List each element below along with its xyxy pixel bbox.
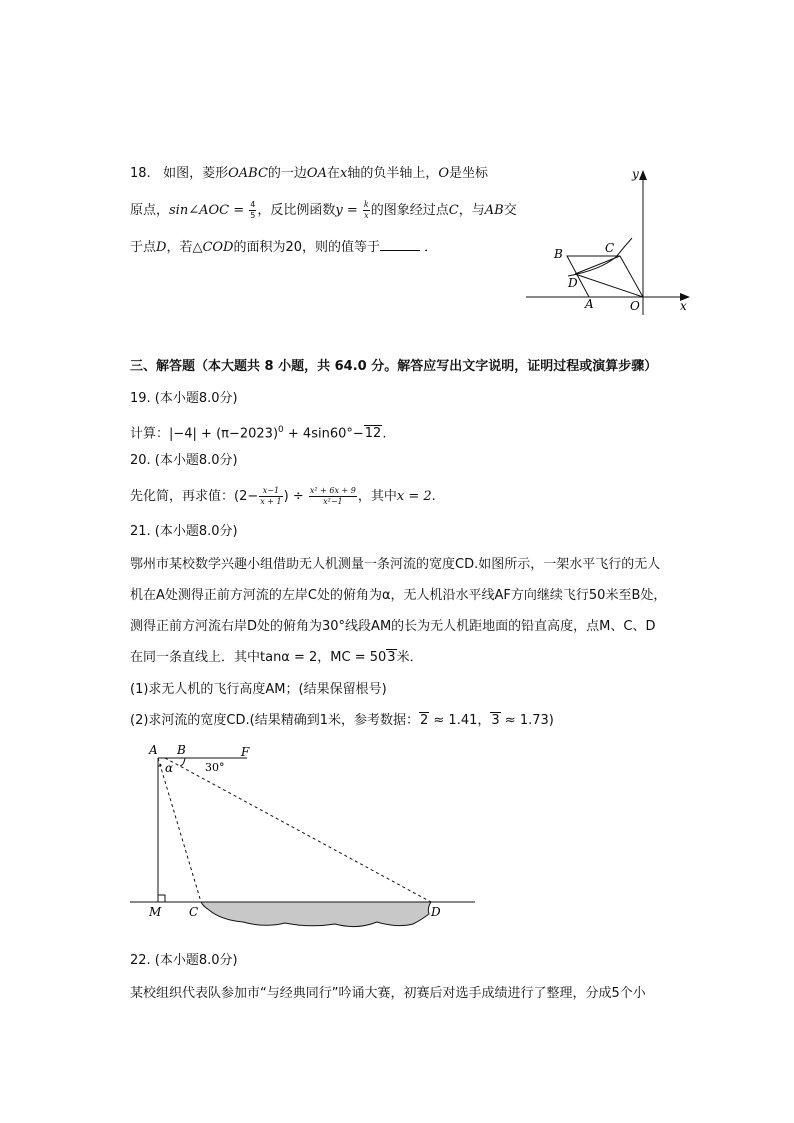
sqrt-12: 12 [364, 426, 382, 442]
label-A: A [149, 743, 158, 757]
q21-figure [125, 738, 485, 938]
q19-heading: 19. (本小题8.0分) [130, 391, 238, 406]
q22-heading: 22. (本小题8.0分) [130, 953, 238, 968]
label-C: C [605, 241, 615, 255]
answer-blank [380, 238, 420, 251]
label-O: O [630, 299, 640, 313]
q20-expression: 先化简，再求值：(2− $\frac{x-1}{x + 1}$ ) ÷ $\frac{\text{x² + 6x + 9}}{\text{x²−1}}$ ，其中x = 2. [130, 486, 436, 506]
q21-subquestion-1: (1)求无人机的飞行高度AM；(结果保留根号) [130, 682, 387, 697]
angle-30-arc [180, 758, 185, 766]
q18-line2: 原点，sin∠AOC = $\frac{4}{5}$ ，反比例函数y = $\frac{k}{x}$ 的图象经过点C，与AB交 [130, 200, 517, 220]
hyperbola-curve [568, 238, 632, 276]
q20-heading: 20. (本小题8.0分) [130, 453, 238, 468]
sightline-AC [158, 758, 201, 902]
label-D: D [568, 276, 578, 290]
q18-number: 18. [130, 166, 151, 181]
fraction-x-1-over-x+1: $\frac{x-1}{x + 1}$ [260, 486, 282, 506]
fraction-k-x: $\frac{k}{x}$ [363, 200, 369, 220]
right-angle-mark [158, 895, 165, 902]
label-alpha: α [165, 761, 174, 775]
fraction-quadratic: $\frac{\text{x² + 6x + 9}}{\text{x²−1}}$ [309, 486, 356, 506]
label-x: x [680, 299, 687, 313]
q21-paragraph-4: 在同一条直线上．其中tanα = 2，MC = 503米． [130, 650, 423, 665]
q19-expression: 计算：$|-4| + (\pi-2023)^0 + 4\sin 60^\circ-12$. [130, 425, 387, 442]
q18-line1: 18. 如图，菱形OABC的一边OA在x轴的负半轴上，O是坐标 [130, 166, 489, 181]
segment-OD [575, 274, 643, 297]
section-3-heading: 三、解答题（本大题共 8 小题，共 64.0 分。解答应写出文字说明，证明过程或演算步骤） [130, 359, 658, 374]
q22-paragraph-1: 某校组织代表队参加市“与经典同行”吟诵大赛，初赛后对选手成绩进行了整理，分成5个小 [130, 986, 646, 1001]
sightline-BD [165, 758, 431, 902]
label-F: F [241, 745, 250, 759]
q21-paragraph-3: 测得正前方河流右岸D处的俯角为30°线段AM的长为无人机距地面的铅直高度，点M、C、D [130, 619, 656, 634]
y-axis-arrow [639, 170, 647, 180]
sin-expression: sin∠AOC = [169, 203, 245, 218]
q21-heading: 21. (本小题8.0分) [130, 524, 238, 539]
label-30-degrees: 30° [205, 761, 225, 774]
label-M: M [149, 905, 162, 919]
label-A: A [585, 297, 594, 311]
q21-subquestion-2: (2)求河流的宽度CD.(结果精确到1米，参考数据：2 ≈ 1.41，3 ≈ 1.73) [130, 713, 554, 728]
label-D: D [431, 905, 441, 919]
q21-paragraph-2: 机在A处测得正前方河流的左岸C处的俯角为α，无人机沿水平线AF方向继续飞行50米至B处， [130, 588, 667, 603]
label-B: B [177, 743, 186, 757]
river [201, 902, 431, 927]
q18-line3: 于点D，若△COD的面积为20，则的值等于 ． [130, 240, 438, 255]
sqrt-3: 3 [387, 650, 396, 665]
label-y: y [632, 167, 639, 181]
label-C: C [189, 905, 199, 919]
fraction-4-5: $\frac{4}{5}$ [250, 200, 256, 220]
q21-paragraph-1: 鄂州市某校数学兴趣小组借助无人机测量一条河流的宽度CD.如图所示，一架水平飞行的无人 [130, 557, 661, 572]
q18-figure [520, 160, 700, 320]
label-B: B [554, 247, 563, 261]
